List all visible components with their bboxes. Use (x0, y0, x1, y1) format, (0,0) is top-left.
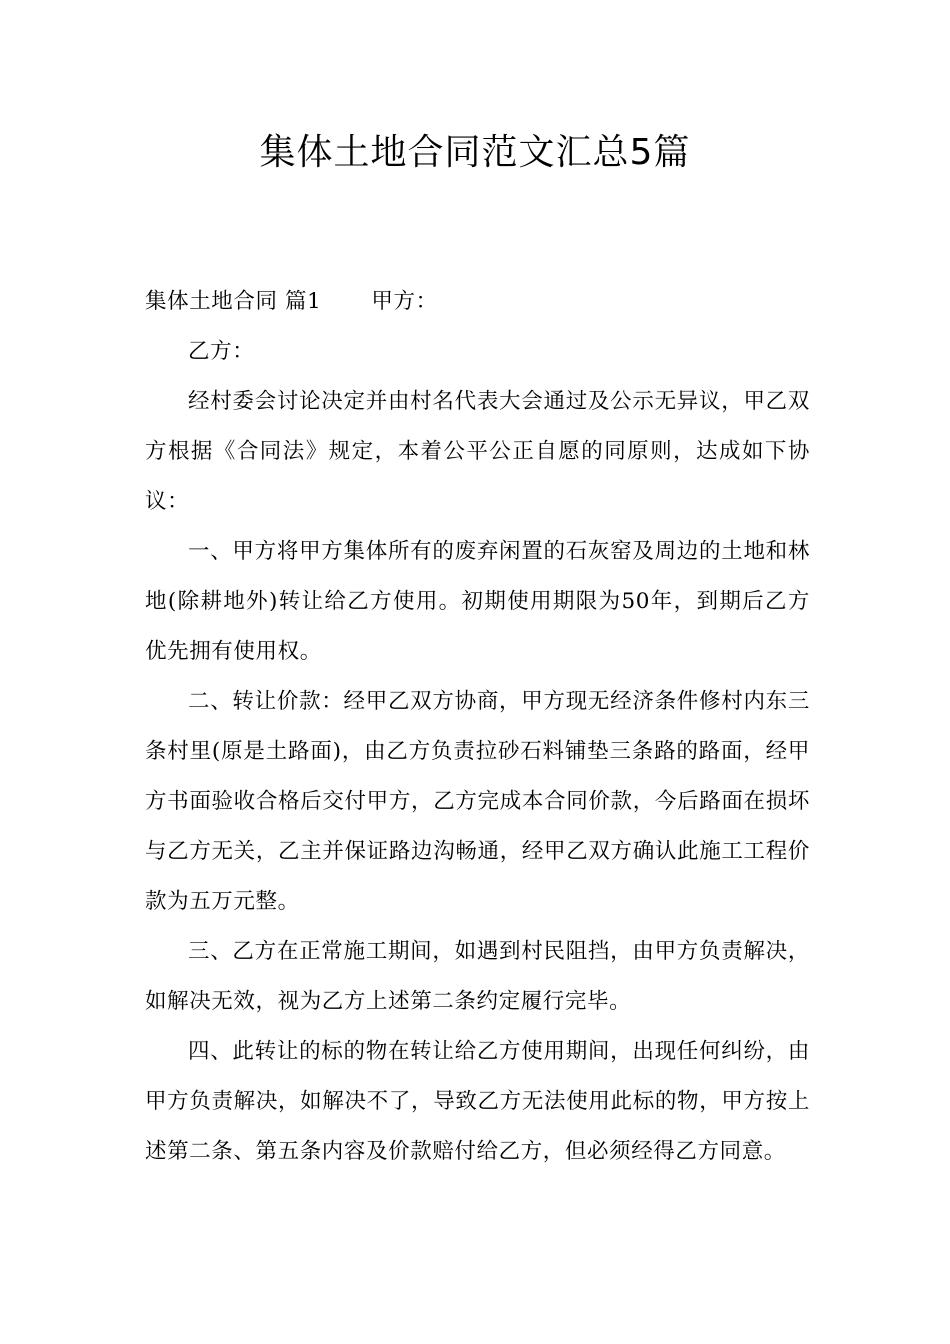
section-heading: 集体土地合同 篇1 (145, 289, 322, 314)
paragraph: 二、转让价款：经甲乙双方协商，甲方现无经济条件修村内东三条村里(原是土路面)，由乙方负责拉砂石料铺垫三条路的路面，经甲方书面验收合格后交付甲方，乙方完成本合同价款，今后路面在损坏与乙方无关，乙主并保证路边沟畅通，经甲乙双方确认此施工工程价款为五万元整。 (145, 689, 810, 914)
paragraph: 四、此转让的标的物在转让给乙方使用期间，出现任何纠纷，由甲方负责解决，如解决不了，导致乙方无法使用此标的物，甲方按上述第二条、第五条内容及价款赔付给乙方，但必须经得乙方同意。 (145, 1039, 810, 1164)
party-a-label: 甲方： (371, 289, 438, 314)
section-heading-line (145, 277, 810, 327)
paragraph: 三、乙方在正常施工期间，如遇到村民阻挡，由甲方负责解决，如解决无效，视为乙方上述第二条约定履行完毕。 (145, 939, 810, 1014)
party-b-label: 乙方： (188, 339, 255, 364)
document-body (145, 277, 810, 1177)
document-title: 集体土地合同范文汇总5篇 (259, 132, 691, 173)
paragraph: 一、甲方将甲方集体所有的废弃闲置的石灰窑及周边的土地和林地(除耕地外)转让给乙方使用。初期使用期限为50年，到期后乙方优先拥有使用权。 (145, 539, 810, 664)
paragraph: 经村委会讨论决定并由村名代表大会通过及公示无异议，甲乙双方根据《合同法》规定，本着公平公正自愿的同原则，达成如下协议： (145, 389, 810, 514)
